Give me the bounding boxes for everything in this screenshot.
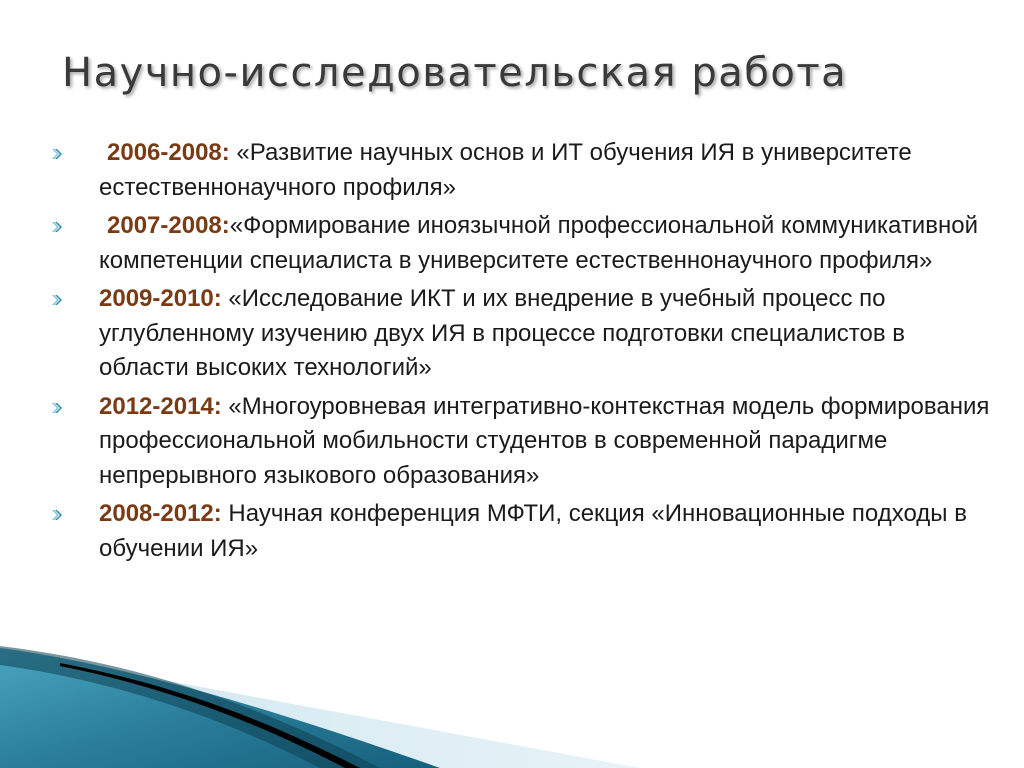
item-year: 2009-2010: [99,285,222,312]
chevron-arrow-icon [51,221,63,233]
list-item [0,136,1024,205]
item-year: 2008-2012: [99,500,222,527]
item-year: 2006-2008: [107,139,230,166]
chevron-arrow-icon [51,402,63,414]
item-text: Научная конференция МФТИ, секция «Инновационные подходы в обучении ИЯ» [99,500,967,562]
item-text: «Развитие научных основ и ИТ обучения ИЯ в университете естественнонаучного профиля» [99,139,912,201]
item-text: «Многоуровневая интегративно-контекстная модель формирования профессиональной мобильности студентов в современной парадигме непрерывного языкового образования» [99,392,990,489]
item-year: 2012-2014: [99,392,222,420]
item-text: «Исследование ИКТ и их внедрение в учебный процесс по углубленному изучению двух ИЯ в процессе подготовки специалистов в области высоких технологий» [99,285,905,381]
research-list [0,136,1024,570]
list-item [0,282,1024,386]
list-item [0,209,1024,278]
slide-title: Научно-исследовательская работа [62,50,848,96]
chevron-arrow-icon [51,294,63,306]
chevron-arrow-icon [51,148,63,160]
chevron-arrow-icon [51,509,63,521]
list-item [0,390,1024,494]
item-text: «Формирование иноязычной профессиональной коммуникативной компетенции специалиста в университете естественнонаучного профиля» [99,212,978,274]
list-item [0,497,1024,566]
item-year: 2007-2008: [107,212,230,239]
